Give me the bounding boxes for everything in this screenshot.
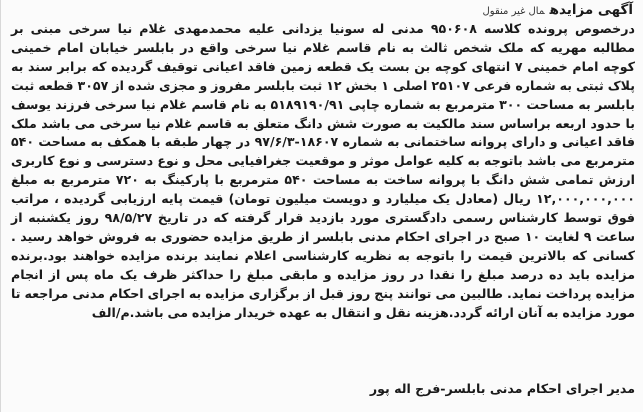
notice-signature: مدیر اجرای احکام مدنی بابلسر-فرج اله پور [369,381,635,396]
notice-title-lead: آگهی مزایده [549,2,633,18]
notice-title-rest: مال غیر منقول [482,6,545,17]
notice-body [11,20,635,323]
notice-body-text: درخصوص پرونده کلاسه ۹۵۰۶۰۸ مدنی له سونیا یزدانی علیه محمدمهدی غلام نیا سرخی مبنی بر مطالبه مهریه که ملک شخص ثالث به نام قاسم غلام نیا سرخی واقع در بابلسر خیابان امام خمینی کوچه امام خمینی ۷ انتهای کوچه بن بست یک قطعه زمین فاقد اعیانی توقیف گردیده که برابر سند به پلاک ثبتی به شماره فرعی ۲۵۱۰۷ اصلی ۱ بخش ۱۲ ثبت بابلسر مفروز و مجزی شده از ۳۰۵۷ قطعه ثبت بابلسر به مساحت ۳۰۰ مترمربع به شماره چاپی ۵۱۸۹۱۹۰/۹۱ به نام قاسم غلام نیا سرخی فرزند یوسف با حدود اربعه براساس سند مالکیت به صورت شش دانگ متعلق به قاسم غلام نیا سرخی می باشد ملک فاقد اعیانی و دارای پروانه ساختمانی به شماره ۱۸۶۰۷-۹۷/۶/۳ در چهار طبقه با همکف به مساحت ۵۴۰ مترمربع می باشد باتوجه به کلیه عوامل موثر و موقعیت جغرافیایی محل و نوع دسترسی و نوع کاربری ارزش تمامی شش دانگ با پروانه ساخت به مساحت ۵۴۰ مترمربع با پارکینگ به ۷۲۰ مترمربع به مبلغ ۱۲,۰۰۰,۰۰۰,۰۰۰ ریال (معادل یک میلیارد و دویست میلیون تومان) قیمت پایه ارزیابی گردیده ، مراتب فوق توسط کارشناس رسمی دادگستری مورد بازدید قرار گرفته که در تاریخ ۹۸/۵/۲۷ روز یکشنبه از ساعت ۹ لغایت ۱۰ صبح در اجرای احکام مدنی بابلسر از طریق مزایده حضوری به فروش خواهد رسید . کسانی که بالاترین قیمت را باتوجه به نظریه کارشناسی اعلام نمایند برنده مزایده خواهند بود.برنده مزایده باید ده درصد مبلغ را نقدا در روز مزایده و مابقی مبلغ را حداکثر ظرف یک ماه پس از انجام مزایده پرداخت نماید. طالبین می توانند پنج روز قبل از برگزاری مزایده به اجرای احکام مدنی مراجعه تا مورد مزایده به آنان ارائه گردد.هزینه نقل و انتقال به عهده خریدار مزایده می باشد.م/الف [11,21,636,320]
notice-title [483,2,633,20]
